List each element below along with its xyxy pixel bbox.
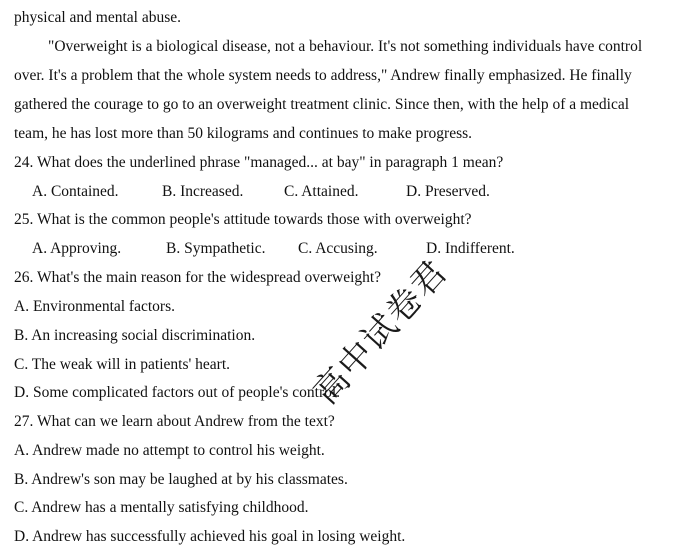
option-d: D. Preserved. [406, 183, 490, 200]
passage-line: team, he has lost more than 50 kilograms and continues to make progress. [14, 125, 473, 142]
passage-line: "Overweight is a biological disease, not a behaviour. It's not something individuals have control [48, 38, 643, 55]
option-c: C. Attained. [284, 183, 359, 200]
option-b: B. Sympathetic. [166, 240, 266, 257]
question-stem: 24. What does the underlined phrase "managed... at bay" in paragraph 1 mean? [14, 154, 504, 171]
option-a: A. Environmental factors. [14, 298, 175, 315]
passage-line: over. It's a problem that the whole system needs to address," Andrew finally emphasized. He finally [14, 67, 632, 84]
option-c: C. Accusing. [298, 240, 378, 257]
question-stem: 27. What can we learn about Andrew from the text? [14, 413, 335, 430]
option-d: D. Indifferent. [426, 240, 515, 257]
passage-line: gathered the courage to go to an overweight treatment clinic. Since then, with the help of a medical [14, 96, 630, 113]
option-b: B. An increasing social discrimination. [14, 327, 256, 344]
watermark: 高中试卷君 [305, 251, 457, 413]
question-stem: 25. What is the common people's attitude towards those with overweight? [14, 211, 472, 228]
option-b: B. Increased. [162, 183, 244, 200]
option-a: A. Contained. [32, 183, 119, 200]
option-d: D. Andrew has successfully achieved his goal in losing weight. [14, 528, 406, 545]
option-a: A. Approving. [32, 240, 122, 257]
option-c: C. Andrew has a mentally satisfying childhood. [14, 499, 309, 516]
passage-line: physical and mental abuse. [14, 9, 182, 26]
option-b: B. Andrew's son may be laughed at by his classmates. [14, 471, 348, 488]
option-c: C. The weak will in patients' heart. [14, 356, 231, 373]
option-d: D. Some complicated factors out of people's control. [14, 384, 341, 401]
question-stem: 26. What's the main reason for the widespread overweight? [14, 269, 382, 286]
option-a: A. Andrew made no attempt to control his weight. [14, 442, 325, 459]
